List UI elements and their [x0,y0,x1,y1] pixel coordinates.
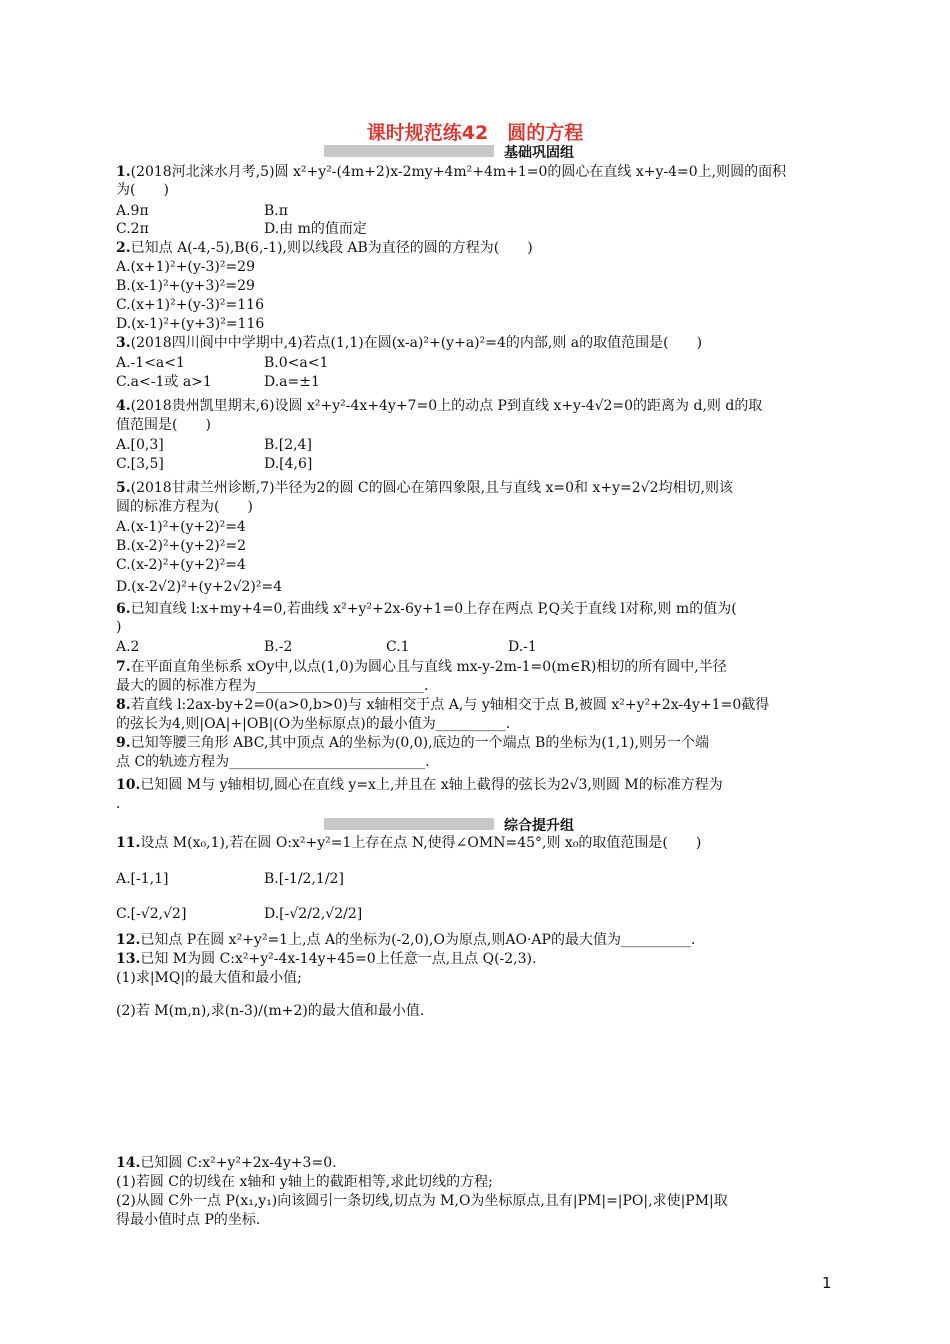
question-line: C.(x+1)²+(y-3)²=116 [116,297,264,313]
question-line: 值范围是( ) [116,417,211,433]
option: B.0<a<1 [264,355,329,371]
section-bar [324,145,494,157]
question-line: 13.已知 M为圆 C:x²+y²-4x-14y+45=0上任意一点,且点 Q(-2,3). [116,951,537,967]
option: A.-1<a<1 [116,355,185,371]
option: C.1 [386,639,410,655]
option: C.[3,5] [116,456,164,472]
option: D.由 m的值而定 [264,221,367,237]
section-title: 基础巩固组 [504,145,574,161]
option: A.9π [116,203,149,219]
question-line: 最大的圆的标准方程为________________________. [116,678,429,694]
question-line: 圆的标准方程为( ) [116,499,253,515]
question-line: A.(x+1)²+(y-3)²=29 [116,259,255,275]
option: D.[4,6] [264,456,313,472]
question-line: 12.已知点 P在圆 x²+y²=1上,点 A的坐标为(-2,0),O为原点,则AO·AP的最大值为__________. [116,932,696,948]
section-header-advanced [324,815,624,833]
question-line: C.(x-2)²+(y+2)²=4 [116,557,246,573]
question-line: B.(x-2)²+(y+2)²=2 [116,538,247,554]
question-line: 4.(2018贵州凯里期末,6)设圆 x²+y²-4x+4y+7=0上的动点 P到直线 x+y-4√2=0的距离为 d,则 d的取 [116,398,763,414]
option: B.π [264,203,288,219]
question-line: 为( ) [116,182,169,198]
question-line: 8.若直线 l:2ax-by+2=0(a>0,b>0)与 x轴相交于点 A,与 y轴相交于点 B,被圆 x²+y²+2x-4y+1=0截得 [116,697,770,713]
question-line: A.(x-1)²+(y+2)²=4 [116,519,246,535]
question-line: 9.已知等腰三角形 ABC,其中顶点 A的坐标为(0,0),底边的一个端点 B的坐标为(1,1),则另一个端 [116,735,709,751]
question-line: 11.设点 M(x₀,1),若在圆 O:x²+y²=1上存在点 N,使得∠OMN=45°,则 x₀的取值范围是( ) [116,835,702,851]
question-line: 点 C的轨迹方程为____________________________. [116,754,430,770]
option: B.[2,4] [264,437,312,453]
question-line: 5.(2018甘肃兰州诊断,7)半径为2的圆 C的圆心在第四象限,且与直线 x=0和 x+y=2√2均相切,则该 [116,480,733,496]
question-line: 2.已知点 A(-4,-5),B(6,-1),则以线段 AB为直径的圆的方程为( ) [116,240,533,256]
question-line: (1)若圆 C的切线在 x轴和 y轴上的截距相等,求此切线的方程; [116,1174,493,1190]
option: D.[-√2/2,√2/2] [264,906,363,922]
question-line: 得最小值时点 P的坐标. [116,1212,261,1228]
question-line: D.(x-2√2)²+(y+2√2)²=4 [116,579,283,595]
question-line: D.(x-1)²+(y+3)²=116 [116,316,265,332]
option: C.2π [116,221,149,237]
question-line: (1)求|MQ|的最大值和最小值; [116,970,302,986]
question-line: . [116,796,121,812]
question-line: 7.在平面直角坐标系 xOy中,以点(1,0)为圆心且与直线 mx-y-2m-1=0(m∈R)相切的所有圆中,半径 [116,659,727,675]
question-line: (2)从圆 C外一点 P(x₁,y₁)向该圆引一条切线,切点为 M,O为坐标原点,且有|PM|=|PO|,求使|PM|取 [116,1193,728,1209]
question-line: 6.已知直线 l:x+my+4=0,若曲线 x²+y²+2x-6y+1=0上存在两点 P,Q关于直线 l对称,则 m的值为( [116,601,737,617]
option: A.[-1,1] [116,871,169,887]
option: A.2 [116,639,140,655]
question-line: 3.(2018四川阆中中学期中,4)若点(1,1)在圆(x-a)²+(y+a)²=4的内部,则 a的取值范围是( ) [116,335,703,351]
section-header-basic [324,142,624,160]
option: C.[-√2,√2] [116,906,187,922]
option: C.a<-1或 a>1 [116,374,212,390]
page-number: 1 [822,1274,832,1292]
question-line: ) [116,619,122,635]
question-line: 14.已知圆 C:x²+y²+2x-4y+3=0. [116,1155,337,1171]
option: B.-2 [264,639,293,655]
question-line: 的弦长为4,则|OA|+|OB|(O为坐标原点)的最小值为__________. [116,716,511,732]
question-line: B.(x-1)²+(y+3)²=29 [116,278,255,294]
page-title: 课时规范练42 圆的方程 [366,122,584,144]
question-line: 10.已知圆 M与 y轴相切,圆心在直线 y=x上,并且在 x轴上截得的弦长为2√3,则圆 M的标准方程为 [116,777,723,793]
option: B.[-1/2,1/2] [264,871,344,887]
section-title: 综合提升组 [504,818,574,834]
option: D.a=±1 [264,374,320,390]
question-line: 1.(2018河北涞水月考,5)圆 x²+y²-(4m+2)x-2my+4m²+4m+1=0的圆心在直线 x+y-4=0上,则圆的面积 [116,164,787,180]
section-bar [324,818,494,830]
question-line: (2)若 M(m,n),求(n-3)/(m+2)的最大值和最小值. [116,1003,425,1019]
option: D.-1 [508,639,537,655]
option: A.[0,3] [116,437,164,453]
